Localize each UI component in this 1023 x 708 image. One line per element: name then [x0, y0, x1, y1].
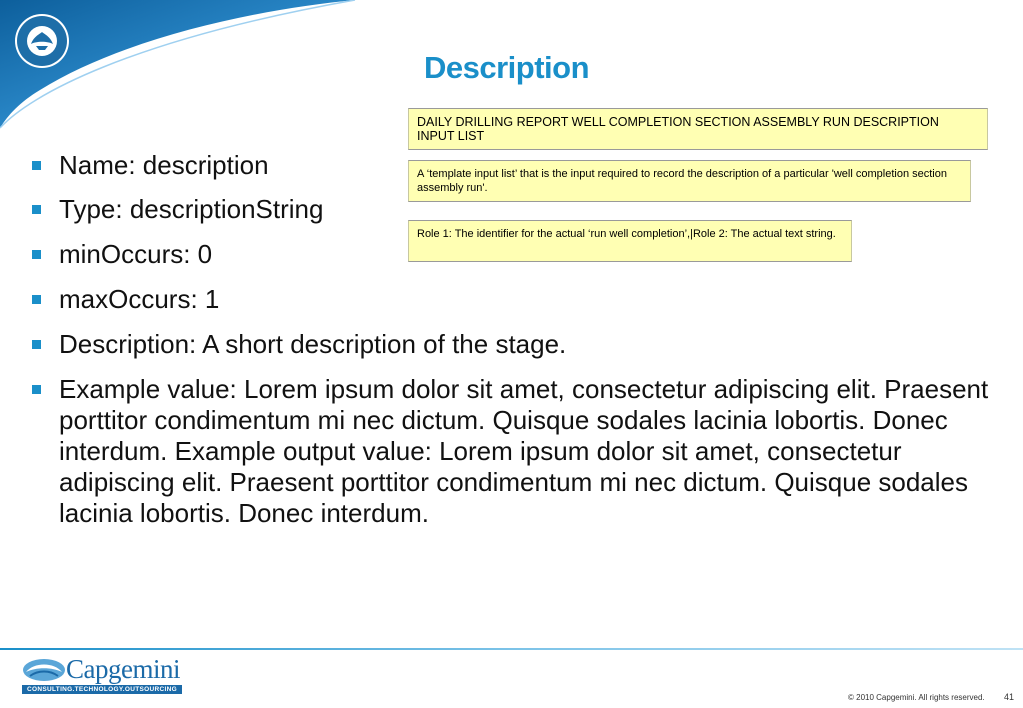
bullet-square-icon	[32, 385, 41, 394]
callout-input-list-title: DAILY DRILLING REPORT WELL COMPLETION SECTION ASSEMBLY RUN DESCRIPTION INPUT LIST	[408, 108, 988, 150]
bullet-square-icon	[32, 250, 41, 259]
collaborative-badge-icon	[14, 13, 70, 69]
bullet-description: Description: A short description of the stage.	[30, 329, 1015, 359]
logo-wordmark: Capgemini	[66, 654, 180, 684]
bullet-list	[30, 150, 1015, 544]
copyright: © 2010 Capgemini. All rights reserved.	[848, 693, 985, 702]
bullet-name: Name: description	[30, 150, 399, 180]
callout-roles: Role 1: The identifier for the actual ‘run well completion’,|Role 2: The actual text string.	[408, 220, 852, 262]
footer-divider	[0, 648, 1023, 650]
bullet-max-occurs: maxOccurs: 1	[30, 284, 1015, 314]
bullet-square-icon	[32, 340, 41, 349]
page-number: 41	[1004, 692, 1015, 702]
callout-template-description: A ‘template input list’ that is the input required to record the description of a particular 'well completion section assembly run'.	[408, 160, 971, 202]
bullet-square-icon	[32, 205, 41, 214]
bullet-square-icon	[32, 295, 41, 304]
bullet-min-occurs: minOccurs: 0	[30, 239, 1015, 269]
logo-tagline: CONSULTING.TECHNOLOGY.OUTSOURCING	[22, 685, 182, 694]
capgemini-spade-icon	[22, 656, 66, 684]
bullet-square-icon	[32, 161, 41, 170]
bullet-type: Type: descriptionString	[30, 194, 399, 224]
page-title: Description	[424, 50, 590, 85]
bullet-example-value: Example value: Lorem ipsum dolor sit amet, consectetur adipiscing elit. Praesent porttitor condimentum mi nec dictum. Quisque sodales lacinia lobortis. Donec interdum. Example output value: Lorem ipsum dolor sit amet, consectetur adipiscing elit. Praesent porttitor condimentum mi nec dictum. Quisque sodales lacinia lobortis. Donec interdum.	[30, 374, 1015, 529]
